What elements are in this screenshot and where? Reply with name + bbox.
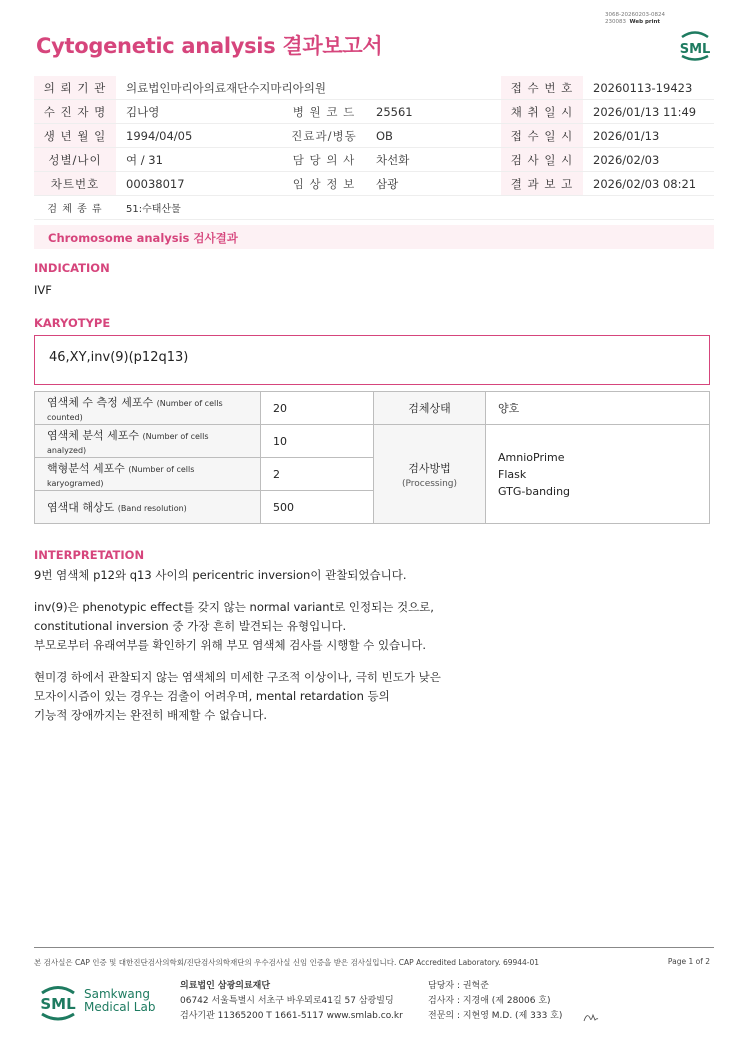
interpretation-line: 모자이시즘이 있는 경우는 검출이 어려우며, mental retardation 등의 bbox=[34, 689, 390, 703]
interpretation-line: 9번 염색체 p12와 q13 사이의 pericentric inversion이 관찰되었습니다. bbox=[34, 568, 407, 582]
physician-label: 담 당 의 사 bbox=[282, 148, 366, 172]
staff-specialist: 전문의 : 지현영 M.D. (제 333 호) bbox=[428, 1011, 563, 1021]
sml-logo-icon bbox=[676, 28, 714, 62]
specimen-status-label: 검체상태 bbox=[374, 392, 486, 425]
interpretation-text bbox=[34, 566, 441, 725]
cells-karyogramed-label: 핵형분석 세포수 (Number of cells karyogramed) bbox=[35, 458, 261, 491]
method-item: Flask bbox=[498, 467, 527, 481]
accession-number-label: 접 수 번 호 bbox=[501, 76, 583, 100]
collection-time-label: 채 취 일 시 bbox=[501, 100, 583, 124]
report-time-value: 2026/02/03 08:21 bbox=[583, 172, 714, 196]
interpretation-line: 현미경 하에서 관찰되지 않는 염색체의 미세한 구조적 이상이나, 극히 빈도가 낮은 bbox=[34, 670, 441, 684]
table-row bbox=[35, 392, 710, 425]
signature-icon bbox=[582, 1010, 600, 1024]
accession-number-value: 20260113-19423 bbox=[583, 76, 714, 100]
interpretation-line: inv(9)은 phenotypic effect를 갖지 않는 normal variant로 인정되는 것으로, bbox=[34, 600, 434, 614]
org-name: 의료법인 삼광의료재단 bbox=[180, 981, 271, 991]
chart-number-label: 차트번호 bbox=[34, 172, 116, 196]
patient-name-label: 수 진 자 명 bbox=[34, 100, 116, 124]
band-resolution-value: 500 bbox=[261, 491, 374, 524]
info-row bbox=[34, 124, 714, 148]
interpretation-line: 부모로부터 유래여부를 확인하기 위해 부모 염색체 검사를 시행할 수 있습니다. bbox=[34, 638, 427, 652]
birthdate-value: 1994/04/05 bbox=[116, 124, 282, 148]
processing-method-values bbox=[486, 425, 710, 524]
staff-block bbox=[428, 979, 562, 1024]
cap-accreditation-note: 본 검사실은 CAP 인증 및 대한진단검사의학회/진단검사의학재단의 우수검사실 신임 인증을 받은 검사실입니다. CAP Accredited Laboratory. 69944-01 bbox=[34, 958, 540, 967]
staff-tester: 검사자 : 지경애 (제 28006 호) bbox=[428, 996, 551, 1006]
received-time-value: 2026/01/13 bbox=[583, 124, 714, 148]
interpretation-line: 기능적 장애까지는 완전히 배제할 수 없습니다. bbox=[34, 708, 268, 722]
info-row bbox=[34, 76, 714, 100]
cells-counted-label: 염색체 수 측정 세포수 (Number of cells counted) bbox=[35, 392, 261, 425]
patient-info-table bbox=[34, 76, 714, 220]
print-meta-id: 3068-20260203-0824 bbox=[605, 12, 665, 18]
hospital-code-value: 25561 bbox=[366, 100, 501, 124]
info-row bbox=[34, 196, 714, 220]
requesting-institution-value: 의료법인마리아의료재단수지마리아의원 bbox=[116, 76, 501, 100]
staff-in-charge: 담당자 : 권혁준 bbox=[428, 981, 489, 991]
karyotype-heading: KARYOTYPE bbox=[34, 316, 111, 330]
band-resolution-label: 염색대 해상도 (Band resolution) bbox=[35, 491, 261, 524]
patient-name-value: 김나영 bbox=[116, 100, 282, 124]
cells-analyzed-label: 염색체 분석 세포수 (Number of cells analyzed) bbox=[35, 425, 261, 458]
indication-value: IVF bbox=[34, 283, 52, 297]
section-header bbox=[34, 225, 714, 249]
cells-analyzed-value: 10 bbox=[261, 425, 374, 458]
cells-counted-value: 20 bbox=[261, 392, 374, 425]
interpretation-heading: INTERPRETATION bbox=[34, 548, 145, 562]
svg-text:SML: SML bbox=[679, 42, 711, 57]
received-time-label: 접 수 일 시 bbox=[501, 124, 583, 148]
lab-address-block bbox=[180, 979, 403, 1024]
method-item: AmnioPrime bbox=[498, 450, 565, 464]
info-row bbox=[34, 100, 714, 124]
sex-age-value: 여 / 31 bbox=[116, 148, 282, 172]
chart-number-value: 00038017 bbox=[116, 172, 282, 196]
specimen-type-label: 검 체 종 류 bbox=[34, 196, 116, 220]
specimen-type-value: 51:수태산물 bbox=[116, 196, 714, 220]
cells-karyogramed-value: 2 bbox=[261, 458, 374, 491]
indication-heading: INDICATION bbox=[34, 261, 110, 275]
collection-time-value: 2026/01/13 11:49 bbox=[583, 100, 714, 124]
footer-divider bbox=[34, 947, 714, 948]
sex-age-label: 성별/나이 bbox=[34, 148, 116, 172]
specimen-status-value: 양호 bbox=[486, 392, 710, 425]
hospital-code-label: 병 원 코 드 bbox=[282, 100, 366, 124]
birthdate-label: 생 년 월 일 bbox=[34, 124, 116, 148]
section-title: Chromosome analysis 검사결과 bbox=[48, 231, 238, 245]
clinical-info-value: 삼광 bbox=[366, 172, 501, 196]
test-date-value: 2026/02/03 bbox=[583, 148, 714, 172]
info-row bbox=[34, 172, 714, 196]
interpretation-line: constitutional inversion 중 가장 흔히 발견되는 유형입니다. bbox=[34, 619, 347, 633]
info-row bbox=[34, 148, 714, 172]
report-time-label: 결 과 보 고 bbox=[501, 172, 583, 196]
page-number: Page 1 of 2 bbox=[667, 957, 710, 966]
cell-count-table bbox=[34, 391, 710, 524]
department-value: OB bbox=[366, 124, 501, 148]
karyotype-value: 46,XY,inv(9)(p12q13) bbox=[49, 350, 189, 365]
print-meta bbox=[605, 12, 665, 26]
lab-name: Samkwang Medical Lab bbox=[84, 987, 156, 1014]
test-date-label: 검 사 일 시 bbox=[501, 148, 583, 172]
report-title: Cytogenetic analysis 결과보고서 bbox=[36, 34, 383, 58]
lab-address: 06742 서울특별시 서초구 바우뫼로41길 57 삼광빌딩 bbox=[180, 996, 394, 1006]
sml-logo-icon bbox=[36, 980, 80, 1024]
print-meta-code: 230083 bbox=[605, 19, 626, 25]
requesting-institution-label: 의 뢰 기 관 bbox=[34, 76, 116, 100]
table-row bbox=[35, 425, 710, 458]
physician-value: 차선화 bbox=[366, 148, 501, 172]
web-print-label: Web print bbox=[629, 19, 661, 25]
svg-text:SML: SML bbox=[40, 995, 76, 1013]
processing-method-label: 검사방법 (Processing) bbox=[374, 425, 486, 524]
department-label: 진료과/병동 bbox=[282, 124, 366, 148]
method-item: GTG-banding bbox=[498, 484, 571, 498]
karyotype-box bbox=[34, 335, 710, 385]
lab-contact: 검사기관 11365200 T 1661-5117 www.smlab.co.kr bbox=[180, 1011, 403, 1021]
clinical-info-label: 임 상 정 보 bbox=[282, 172, 366, 196]
